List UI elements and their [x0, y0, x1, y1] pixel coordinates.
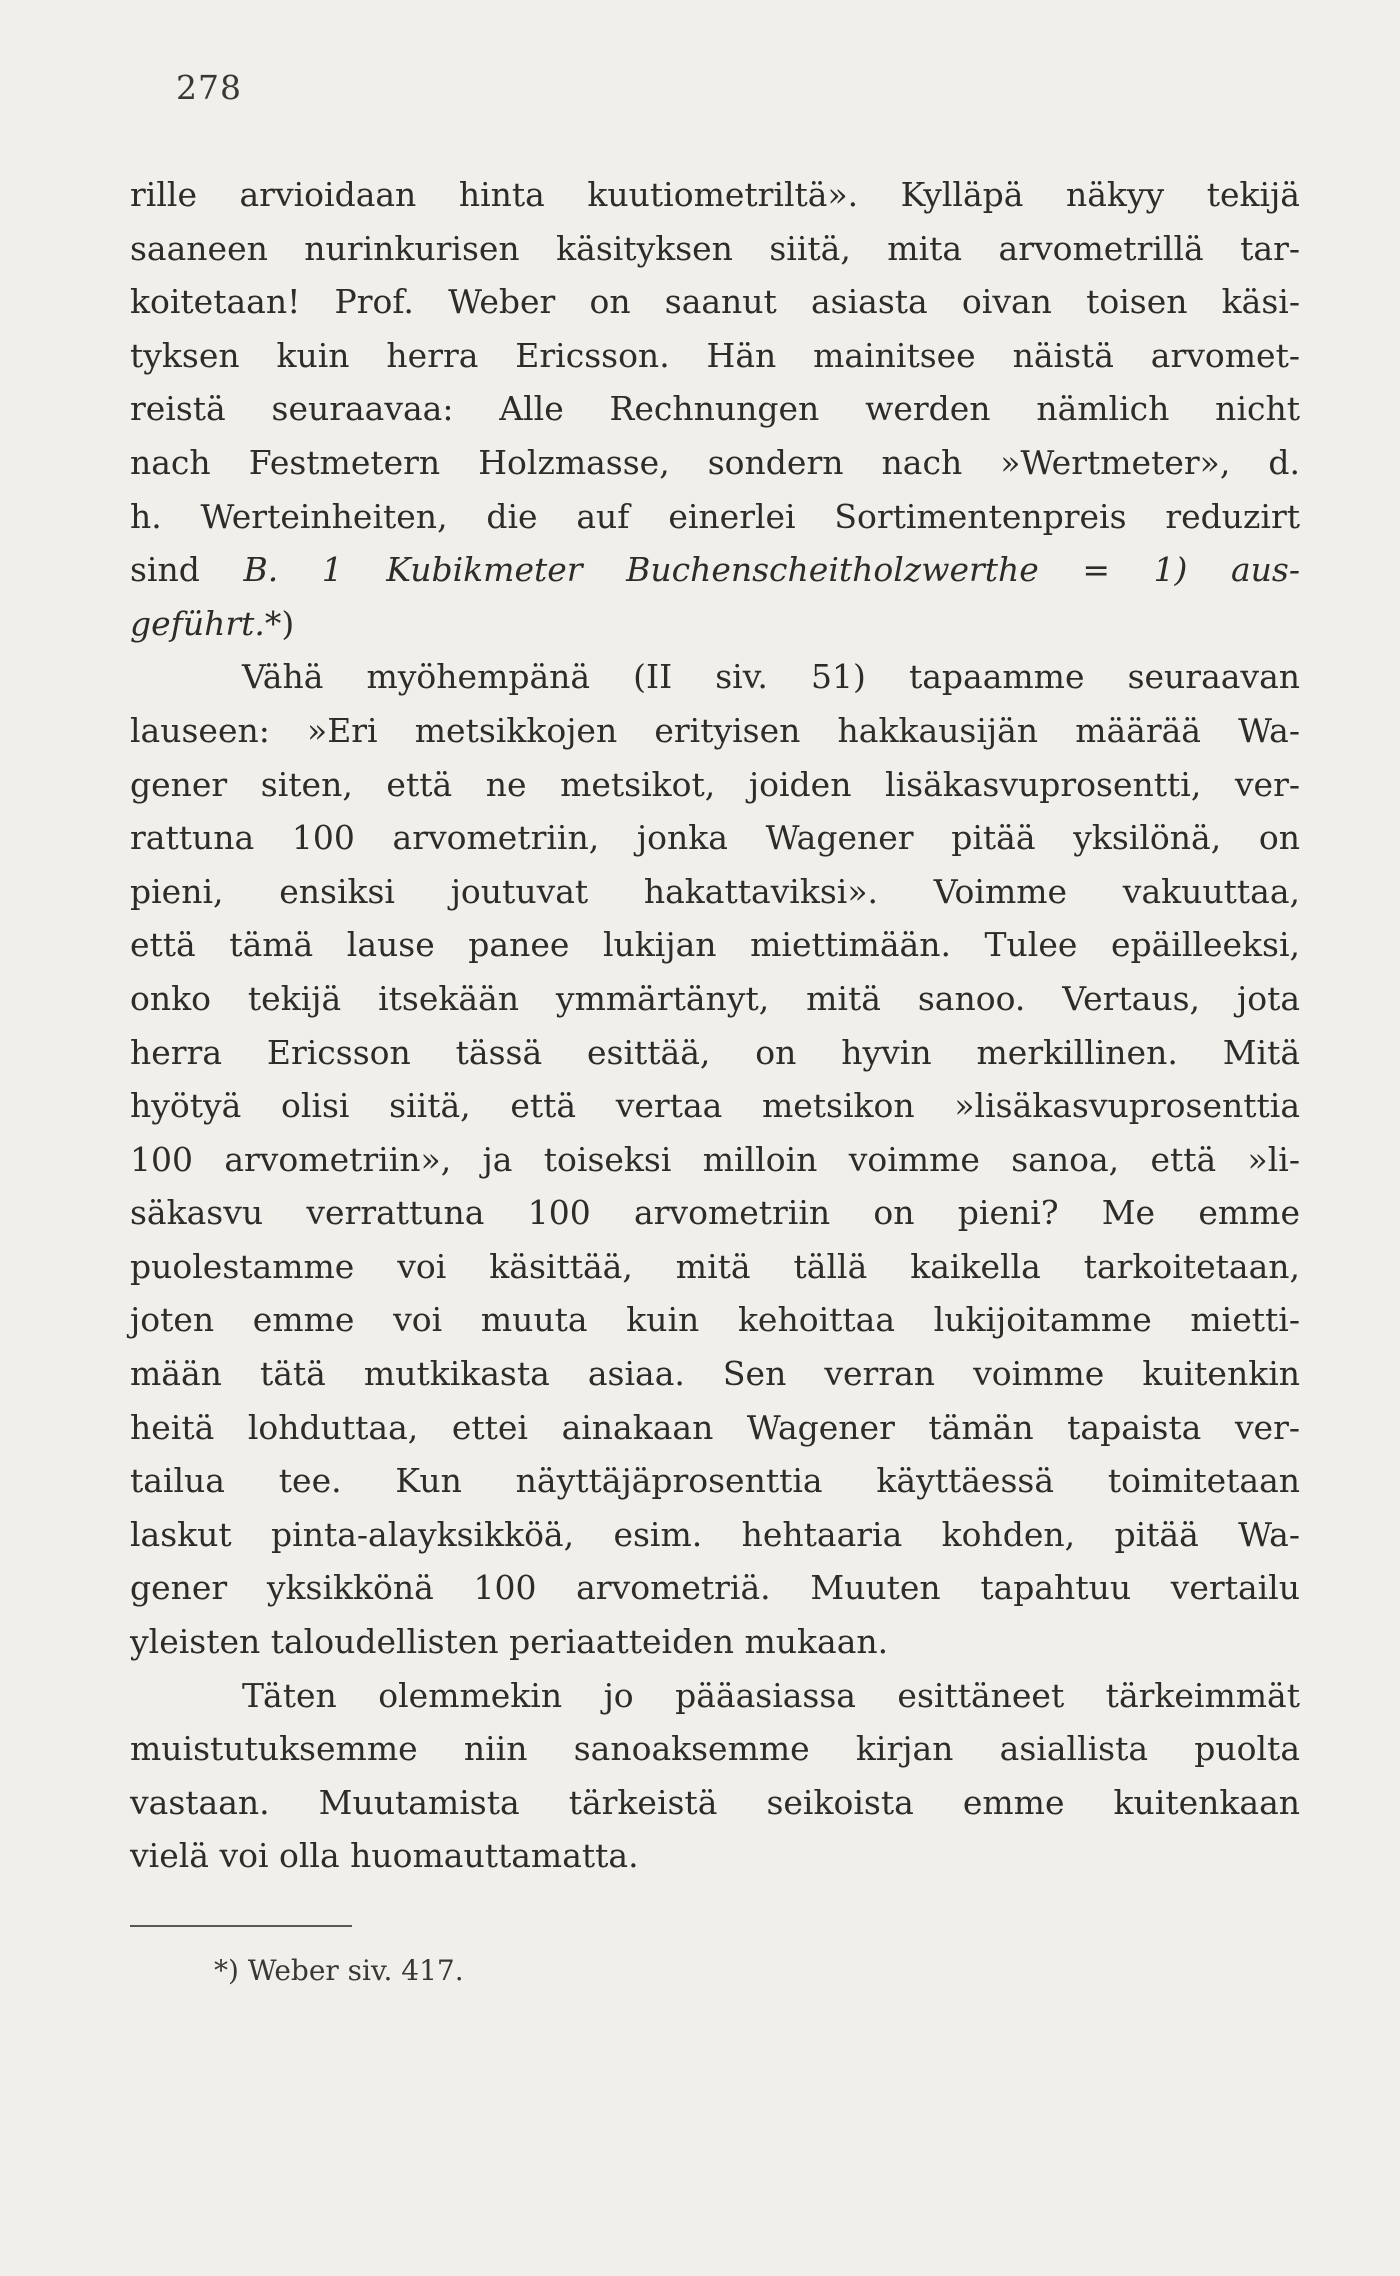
text-line — [130, 597, 1300, 651]
text-line: hyötyä olisi siitä, että vertaa metsikon »lisäkasvuprosenttia — [130, 1086, 1300, 1126]
text-line: muistutuksemme niin sanoaksemme kirjan asiallista puolta — [130, 1729, 1300, 1769]
text-line: nach Festmetern Holzmasse, sondern nach »Wertmeter», d. — [130, 442, 1300, 482]
text-line: yleisten taloudellisten periaatteiden mukaan. — [130, 1622, 889, 1662]
text-line: että tämä lause panee lukijan miettimään. Tulee epäilleeksi, — [130, 925, 1300, 965]
text-line — [130, 543, 1300, 597]
text-line: rattuna 100 arvometriin, jonka Wagener pitää yksilönä, on — [130, 818, 1300, 858]
text-line: 100 arvometriin», ja toiseksi milloin voimme sanoa, että »li- — [130, 1139, 1300, 1179]
text-line: mään tätä mutkikasta asiaa. Sen verran voimme kuitenkin — [130, 1354, 1300, 1394]
text-line: gener siten, että ne metsikot, joiden lisäkasvuprosentti, ver- — [130, 764, 1300, 804]
text-line: joten emme voi muuta kuin kehoittaa lukijoitamme mietti- — [130, 1300, 1300, 1340]
italic-quote-end: geführt. — [130, 603, 265, 643]
page-number: 278 — [176, 68, 242, 107]
text-line: puolestamme voi käsittää, mitä tällä kaikella tarkoitetaan, — [130, 1246, 1300, 1286]
text-line: herra Ericsson tässä esittää, on hyvin merkillinen. Mitä — [130, 1032, 1300, 1072]
footnote-marker: *) — [264, 603, 295, 643]
text-line: gener yksikkönä 100 arvometriä. Muuten tapahtuu vertailu — [130, 1568, 1300, 1608]
text-line: vielä voi olla huomauttamatta. — [130, 1836, 639, 1876]
text-line: reistä seuraavaa: Alle Rechnungen werden nämlich nicht — [130, 389, 1300, 429]
text-line: koitetaan! Prof. Weber on saanut asiasta oivan toisen käsi- — [130, 282, 1300, 322]
text-line: rille arvioidaan hinta kuutiometriltä». Kylläpä näkyy tekijä — [130, 175, 1300, 214]
text-line: heitä lohduttaa, ettei ainakaan Wagener tämän tapaista ver- — [130, 1407, 1300, 1447]
text-line: h. Werteinheiten, die auf einerlei Sortimentenpreis reduzirt — [130, 496, 1300, 536]
text-line: vastaan. Muutamista tärkeistä seikoista emme kuitenkaan — [130, 1782, 1300, 1822]
footnote: *) Weber siv. 417. — [214, 1954, 464, 1987]
text-line: onko tekijä itsekään ymmärtänyt, mitä sanoo. Vertaus, jota — [130, 978, 1300, 1018]
text-line: tailua tee. Kun näyttäjäprosenttia käyttäessä toimitetaan — [130, 1461, 1300, 1501]
text-line: laskut pinta-alayksikköä, esim. hehtaaria kohden, pitää Wa- — [130, 1514, 1300, 1554]
body-text — [130, 168, 1300, 1883]
text-line: saaneen nurinkurisen käsityksen siitä, mita arvometrillä tar- — [130, 228, 1300, 268]
text-line: tyksen kuin herra Ericsson. Hän mainitsee näistä arvomet- — [130, 335, 1300, 375]
italic-quote: B. 1 Kubikmeter Buchenscheitholzwerthe = 1) aus- — [243, 550, 1300, 590]
text-line: säkasvu verrattuna 100 arvometriin on pieni? Me emme — [130, 1193, 1300, 1233]
text-line: Vähä myöhempänä (II siv. 51) tapaamme seuraavan — [242, 657, 1300, 697]
footnote-divider — [130, 1925, 352, 1927]
text-fragment: sind — [130, 550, 244, 590]
text-line: Täten olemmekin jo pääasiassa esittäneet tärkeimmät — [242, 1675, 1300, 1715]
text-line: pieni, ensiksi joutuvat hakattaviksi». Voimme vakuuttaa, — [130, 871, 1300, 911]
text-line: lauseen: »Eri metsikkojen erityisen hakkausijän määrää Wa- — [130, 710, 1300, 750]
